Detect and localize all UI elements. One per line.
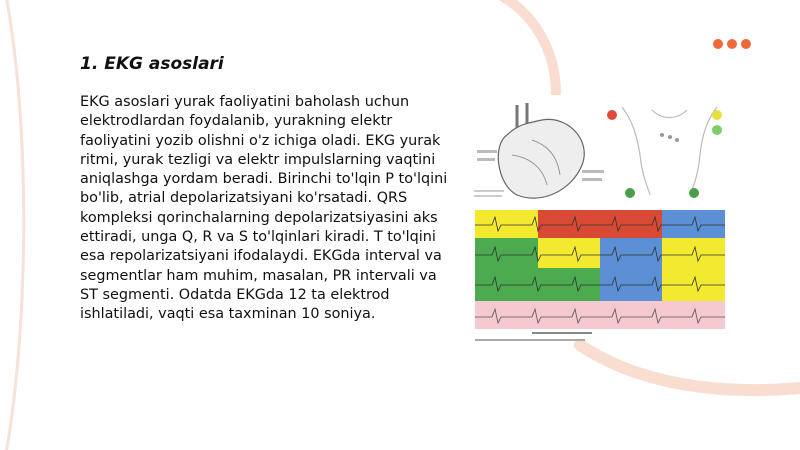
torso-electrode-diagram-icon xyxy=(607,107,722,198)
heart-diagram-icon xyxy=(472,95,612,205)
dot-icon xyxy=(713,39,723,49)
dot-icon xyxy=(727,39,737,49)
ecg-12-lead-grid-icon xyxy=(475,210,725,341)
dot-icon xyxy=(741,39,751,49)
ecg-illustration xyxy=(472,95,727,345)
slide-paragraph: EKG asoslari yurak faoliyatini baholash uchun elektrodlardan foydalanib, yurakning elektr faoliyatini yozib olishni o'z ichiga oladi. EKG yurak ritmi, yurak tezligi va elektr impulslarning vaqtini aniqlashga yordam beradi. Birinchi to'lqin P to'lqini bo'lib, atrial depolarizatsiyani ko'rsatadi. QRS kompleksi qorinchalarning depolarizatsiyasini aks ettiradi, unga Q, R va S to'lqinlari kiradi. T to'lqini esa repolarizatsiyani ifodalaydi. EKGda interval va segmentlar ham muhim, masalan, PR intervali va ST segmenti. Odatda EKGda 12 ta elektrod ishlatiladi, vaqti esa taxminan 10 soniya. xyxy=(80,94,448,323)
slide-title: 1. EKG asoslari xyxy=(80,54,224,74)
decorative-dots xyxy=(713,39,751,49)
